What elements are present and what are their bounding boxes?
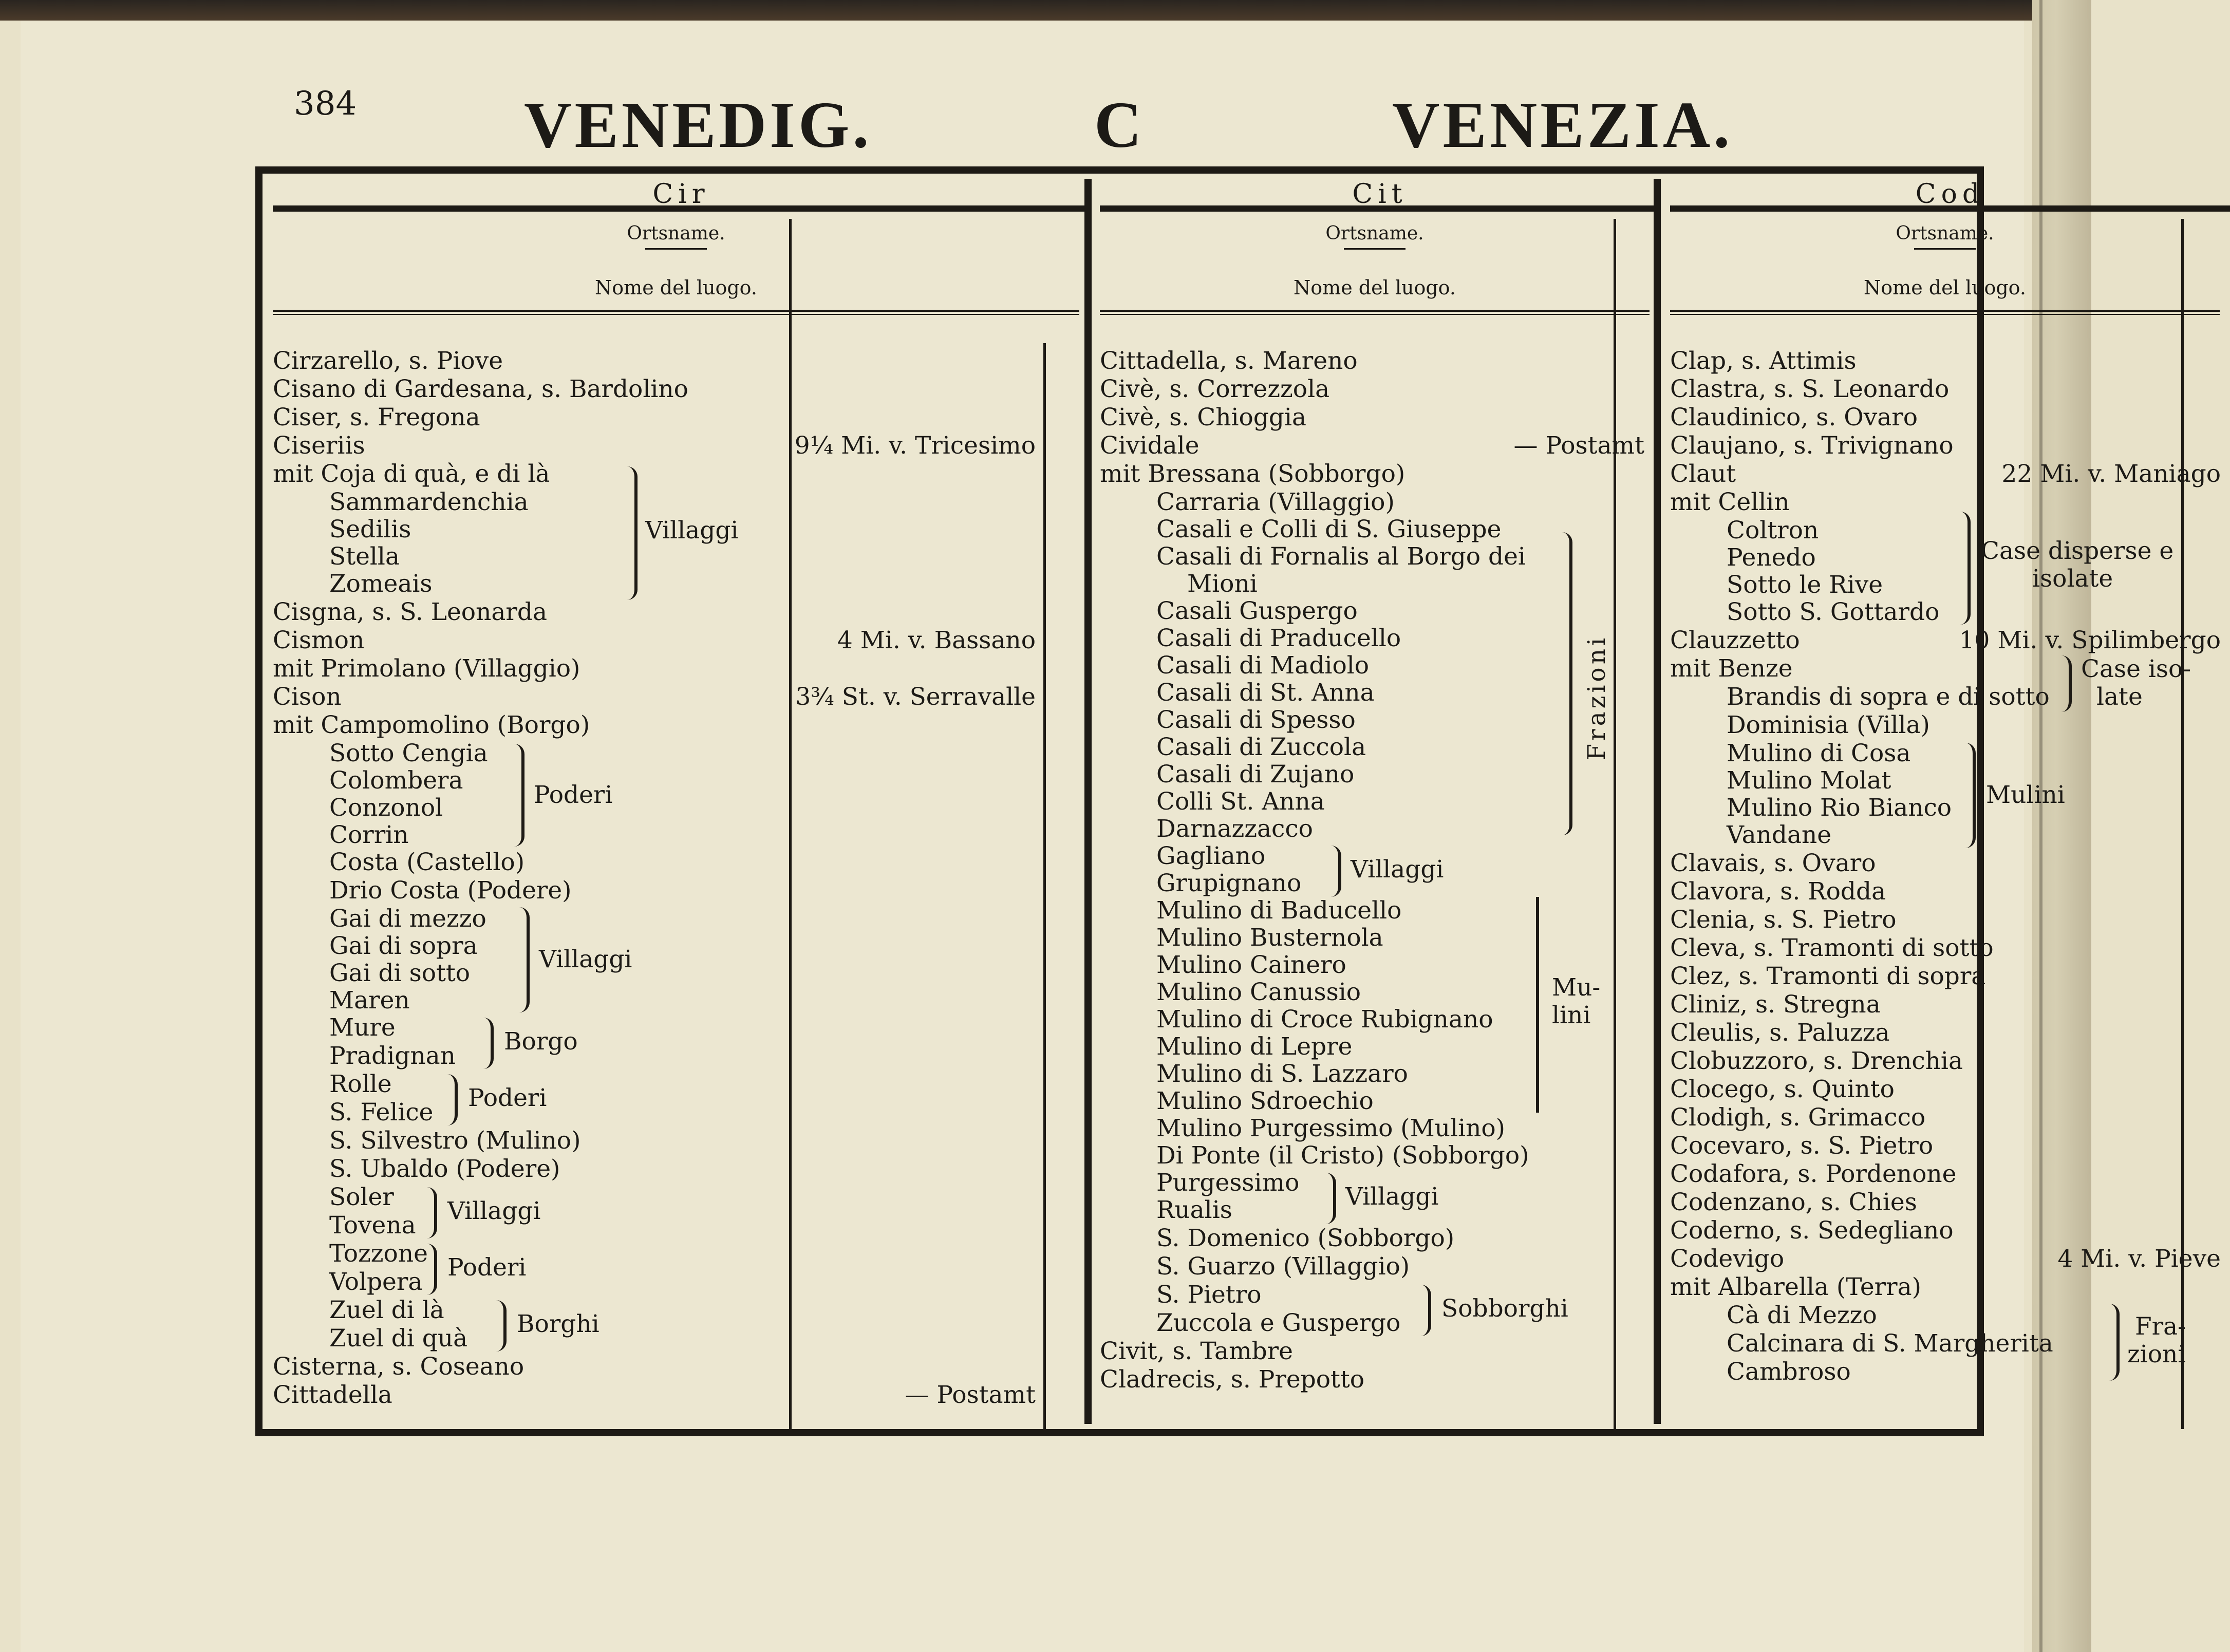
group-label: Poderi xyxy=(468,1084,547,1112)
brace xyxy=(627,466,638,600)
list-item: Gai di sopra xyxy=(329,932,478,960)
list-item: Casali di Praducello xyxy=(1156,624,1401,652)
header-rule xyxy=(1100,314,1650,315)
list-item: Casali di St. Anna xyxy=(1156,679,1375,707)
list-item: mit Cellin xyxy=(1670,488,1790,516)
column-title: Cir xyxy=(273,179,1090,212)
list-item: Rolle xyxy=(329,1070,392,1098)
list-item: Mulino Purgessimo (Mulino) xyxy=(1156,1114,1505,1142)
list-item: Cà di Mezzo xyxy=(1727,1301,1877,1329)
list-item: Clenia, s. S. Pietro xyxy=(1670,906,1897,934)
list-item: mit Benze xyxy=(1670,654,1793,683)
header-italian: VENEZIA. xyxy=(1392,88,1733,161)
list-item: Mulino Busternola xyxy=(1156,924,1383,952)
list-item: Rualis xyxy=(1156,1196,1232,1224)
list-item: Coderno, s. Sedegliano xyxy=(1670,1216,1954,1245)
list-item: Mulino Sdroechio xyxy=(1156,1087,1374,1115)
list-item: Casali di Zujano xyxy=(1156,760,1355,789)
nome-label: Nome del luogo. xyxy=(595,276,757,299)
list-item: Claut 22 Mi. v. Maniago xyxy=(1670,460,2221,488)
column-cir xyxy=(273,174,1090,1429)
list-item: Cittadella, s. Mareno xyxy=(1100,347,1358,375)
list-item: Mulino di Lepre xyxy=(1156,1032,1353,1061)
short-rule xyxy=(1344,248,1406,250)
brace xyxy=(1421,1285,1431,1336)
postamt-note: — Postamt xyxy=(905,1381,1036,1409)
list-item: Vandane xyxy=(1727,821,1832,849)
list-item: Mulino Molat xyxy=(1727,766,1891,795)
list-item: Sotto Cengia xyxy=(329,739,488,767)
header-rule xyxy=(1670,314,2220,315)
list-item: Cison 3¾ St. v. Serravalle xyxy=(273,683,1036,711)
group-label: Villaggi xyxy=(1345,1182,1439,1211)
header-rule xyxy=(1670,310,2220,312)
list-item: Calcinara di S. Margherita xyxy=(1727,1329,2053,1358)
list-item: S. Pietro xyxy=(1156,1281,1262,1309)
brace xyxy=(1965,743,1976,848)
brace xyxy=(427,1187,437,1238)
list-item: Sedilis xyxy=(329,515,411,543)
list-item: Cambroso xyxy=(1727,1358,1851,1386)
group-label: Villaggi xyxy=(645,516,739,545)
list-item: Grupignano xyxy=(1156,869,1302,897)
list-item: Codafora, s. Pordenone xyxy=(1670,1160,1957,1188)
list-item: Sotto S. Gottardo xyxy=(1727,598,1940,626)
list-item: Cismon 4 Mi. v. Bassano xyxy=(273,626,1036,654)
list-item: Mulino di Baducello xyxy=(1156,896,1402,925)
distance-note: 9¼ Mi. v. Tricesimo xyxy=(794,431,1036,460)
list-item: Cisgna, s. S. Leonarda xyxy=(273,598,547,626)
list-item: Pradignan xyxy=(329,1042,456,1070)
list-item: Casali e Colli di S. Giuseppe xyxy=(1156,515,1502,543)
ortsname-label: Ortsname. xyxy=(627,223,725,244)
list-item: Maren xyxy=(329,986,410,1015)
list-item: Mulino Canussio xyxy=(1156,978,1361,1006)
list-item: Gai di mezzo xyxy=(329,905,486,933)
short-rule xyxy=(645,248,707,250)
brace xyxy=(1326,1173,1336,1224)
distance-note: 3¾ St. v. Serravalle xyxy=(795,683,1036,711)
header-rule xyxy=(273,314,1079,315)
group-label: Villaggi xyxy=(447,1197,541,1225)
brace xyxy=(514,744,524,847)
list-item: Cliniz, s. Stregna xyxy=(1670,990,1881,1019)
list-item: S. Guarzo (Villaggio) xyxy=(1156,1252,1410,1281)
list-item: Clauzzetto 10 Mi. v. Spilimbergo xyxy=(1670,626,2221,654)
list-item: Clodigh, s. Grimacco xyxy=(1670,1103,1926,1132)
list-item: mit Coja di quà, e di là xyxy=(273,460,550,488)
group-label: Poderi xyxy=(534,781,613,809)
page-number: 384 xyxy=(294,85,357,123)
brace xyxy=(2062,655,2072,712)
postamt-note: — Postamt xyxy=(1513,431,1644,460)
list-item: Clez, s. Tramonti di sopra xyxy=(1670,962,1986,990)
list-item: Soler xyxy=(329,1183,394,1211)
list-item: Zuel di là xyxy=(329,1296,444,1324)
list-item: Clavora, s. Rodda xyxy=(1670,877,1886,906)
list-item: mit Primolano (Villaggio) xyxy=(273,654,580,683)
brace xyxy=(1331,846,1341,897)
list-item: Cocevaro, s. S. Pietro xyxy=(1670,1132,1934,1160)
group-label: Mulini xyxy=(1986,781,2065,809)
header-letter: C xyxy=(1094,88,1145,161)
list-item: S. Felice xyxy=(329,1098,434,1127)
column-cod xyxy=(1670,174,2230,1429)
group-label: Mu- xyxy=(1552,973,1601,1002)
brace xyxy=(1529,897,1539,1113)
list-item: S. Domenico (Sobborgo) xyxy=(1156,1224,1455,1252)
brace xyxy=(496,1300,507,1351)
group-label: Sobborghi xyxy=(1441,1294,1568,1323)
list-item: Dominisia (Villa) xyxy=(1727,711,1930,739)
column-title: Cit xyxy=(1100,179,1660,212)
list-item: Carraria (Villaggio) xyxy=(1156,488,1395,516)
list-item: Colombera xyxy=(329,766,463,795)
distance-note: 10 Mi. v. Spilimbergo xyxy=(1959,626,2221,654)
list-item: Cleva, s. Tramonti di sotto xyxy=(1670,934,1994,962)
group-label: isolate xyxy=(2032,565,2113,593)
list-item: Tozzone xyxy=(329,1240,428,1268)
distance-note: 4 Mi. v. Bassano xyxy=(837,626,1036,654)
list-item: Cirzarello, s. Piove xyxy=(273,347,503,375)
group-label: Case disperse e xyxy=(1981,537,2174,565)
scan-top-edge xyxy=(0,0,2091,21)
list-item: Colli St. Anna xyxy=(1156,787,1325,816)
list-item: Volpera xyxy=(329,1268,423,1296)
list-item: Civè, s. Correzzola xyxy=(1100,375,1330,403)
list-item: Clavais, s. Ovaro xyxy=(1670,849,1876,877)
list-item: Clastra, s. S. Leonardo xyxy=(1670,375,1950,403)
list-item: Zuel di quà xyxy=(329,1324,468,1353)
list-item: Casali di Spesso xyxy=(1156,706,1356,734)
list-item: Costa (Castello) xyxy=(329,848,525,876)
list-item: Clap, s. Attimis xyxy=(1670,347,1857,375)
list-item: Tovena xyxy=(329,1211,416,1240)
header-rule xyxy=(273,310,1079,312)
distance-note: 22 Mi. v. Maniago xyxy=(2001,460,2221,488)
header-german: VENEDIG. xyxy=(524,88,872,161)
list-item: Claujano, s. Trivignano xyxy=(1670,431,1954,460)
list-item: Stella xyxy=(329,542,400,571)
list-item: Casali Guspergo xyxy=(1156,597,1358,625)
list-item: Gai di sotto xyxy=(329,959,471,987)
ortsname-label: Ortsname. xyxy=(1325,223,1424,244)
list-item: mit Bressana (Sobborgo) xyxy=(1100,460,1406,488)
list-item: Civit, s. Tambre xyxy=(1100,1337,1293,1365)
brace xyxy=(447,1074,458,1125)
list-item: Drio Costa (Podere) xyxy=(329,876,572,905)
list-item: Mulino di Cosa xyxy=(1727,739,1911,767)
list-item: Brandis di sopra e di sotto xyxy=(1727,683,2050,711)
list-item: Sammardenchia xyxy=(329,488,529,516)
list-item: Claudinico, s. Ovaro xyxy=(1670,403,1918,431)
list-item: mit Albarella (Terra) xyxy=(1670,1273,1921,1301)
list-item: Mulino di Croce Rubignano xyxy=(1156,1005,1493,1034)
list-item: Cisano di Gardesana, s. Bardolino xyxy=(273,375,688,403)
list-item: Penedo xyxy=(1727,543,1816,572)
list-item: Casali di Madiolo xyxy=(1156,651,1370,680)
list-item: Clocego, s. Quinto xyxy=(1670,1075,1895,1103)
list-item: Mioni xyxy=(1187,570,1258,598)
list-item: Cittadella — Postamt xyxy=(273,1381,1036,1409)
brace xyxy=(1562,532,1572,835)
list-item: Coltron xyxy=(1727,516,1819,545)
list-item: Cladrecis, s. Prepotto xyxy=(1100,1365,1365,1394)
group-label: lini xyxy=(1552,1001,1591,1029)
list-item: Clobuzzoro, s. Drenchia xyxy=(1670,1047,1963,1075)
short-rule xyxy=(1914,248,1976,250)
group-label: Case iso- xyxy=(2081,655,2191,683)
list-item: Ciseriis 9¼ Mi. v. Tricesimo xyxy=(273,431,1036,460)
list-item: Di Ponte (il Cristo) (Sobborgo) xyxy=(1156,1141,1529,1170)
list-item: S. Ubaldo (Podere) xyxy=(329,1155,560,1183)
list-item: Casali di Fornalis al Borgo dei xyxy=(1156,542,1526,571)
group-label: Villaggi xyxy=(1351,855,1444,884)
group-label: Borghi xyxy=(517,1310,599,1338)
distance-note: 4 Mi. v. Pieve xyxy=(2057,1245,2221,1273)
brace xyxy=(1960,512,1971,625)
list-item: Mulino di S. Lazzaro xyxy=(1156,1060,1408,1088)
list-item: Casali di Zuccola xyxy=(1156,733,1366,761)
table-frame xyxy=(255,166,2221,1436)
list-item: mit Campomolino (Borgo) xyxy=(273,711,590,739)
group-label: late xyxy=(2096,683,2143,711)
group-label: Villaggi xyxy=(539,945,632,973)
list-item: Codenzano, s. Chies xyxy=(1670,1188,1917,1216)
list-item: Codevigo 4 Mi. v. Pieve xyxy=(1670,1245,2221,1273)
brace xyxy=(519,907,530,1012)
nome-label: Nome del luogo. xyxy=(1294,276,1456,299)
ortsname-label: Ortsname. xyxy=(1896,223,1994,244)
nome-label: Nome del luogo. xyxy=(1864,276,2026,299)
brace xyxy=(427,1244,437,1295)
list-item: Mure xyxy=(329,1013,396,1042)
list-item: Gagliano xyxy=(1156,842,1266,870)
list-item: Sotto le Rive xyxy=(1727,571,1883,599)
group-label-vertical: Frazioni xyxy=(1583,635,1611,761)
list-item: Civè, s. Chioggia xyxy=(1100,403,1307,431)
list-item: Corrin xyxy=(329,821,409,849)
list-item: Zuccola e Guspergo xyxy=(1156,1309,1401,1337)
column-title: Cod xyxy=(1670,179,2230,212)
brace xyxy=(483,1018,494,1069)
column-cit xyxy=(1100,174,1660,1429)
list-item: S. Silvestro (Mulino) xyxy=(329,1127,581,1155)
group-label: Fra- xyxy=(2135,1312,2186,1341)
group-label: Borgo xyxy=(504,1027,578,1056)
header-rule xyxy=(1100,310,1650,312)
list-item: Cividale — Postamt xyxy=(1100,431,1644,460)
group-label: Poderi xyxy=(447,1253,527,1282)
list-item: Mulino Cainero xyxy=(1156,951,1346,979)
list-item: Cleulis, s. Paluzza xyxy=(1670,1019,1890,1047)
list-item: Mulino Rio Bianco xyxy=(1727,794,1952,822)
list-item: Purgessimo xyxy=(1156,1169,1300,1197)
brace xyxy=(2109,1304,2120,1381)
list-item: Zomeais xyxy=(329,570,433,598)
list-item: Darnazzacco xyxy=(1156,815,1313,843)
list-item: Ciser, s. Fregona xyxy=(273,403,480,431)
list-item: Conzonol xyxy=(329,794,443,822)
list-item: Cisterna, s. Coseano xyxy=(273,1353,524,1381)
group-label: zioni xyxy=(2127,1340,2186,1368)
